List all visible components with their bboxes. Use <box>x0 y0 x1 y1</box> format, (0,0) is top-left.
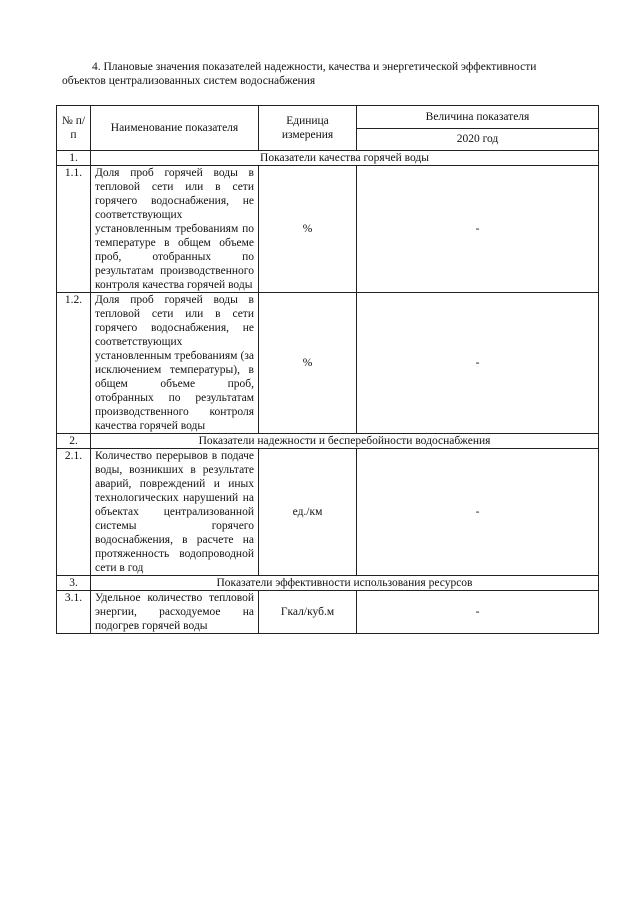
table-heading <box>62 60 602 88</box>
section-title: Показатели качества горячей воды <box>91 151 599 166</box>
row-value: - <box>357 449 599 576</box>
heading-line-1: 4. Плановые значения показателей надежности, качества и энергетической эффективности <box>92 61 537 73</box>
header-year: 2020 год <box>357 128 599 151</box>
section-num: 3. <box>57 576 91 591</box>
table-row <box>57 591 599 634</box>
row-value: - <box>357 591 599 634</box>
row-name: Количество перерывов в подаче воды, возникших в результате аварий, повреждений и иных технологических нарушений на объектах централизованной системы горячего водоснабжения, в расчете на протяженность водопроводной сети в год <box>91 449 259 576</box>
row-unit: % <box>259 293 357 434</box>
table-row <box>57 449 599 576</box>
header-name: Наименование показателя <box>91 106 259 151</box>
section-num: 2. <box>57 434 91 449</box>
row-num: 1.2. <box>57 293 91 434</box>
section-num: 1. <box>57 151 91 166</box>
header-num: № п/п <box>57 106 91 151</box>
header-value-group: Величина показателя <box>357 106 599 129</box>
row-num: 2.1. <box>57 449 91 576</box>
table-row <box>57 166 599 293</box>
row-unit: ед./км <box>259 449 357 576</box>
row-num: 3.1. <box>57 591 91 634</box>
indicators-table <box>56 105 599 634</box>
row-value: - <box>357 293 599 434</box>
row-value: - <box>357 166 599 293</box>
row-name: Удельное количество тепловой энергии, расходуемое на подогрев горячей воды <box>91 591 259 634</box>
section-row <box>57 576 599 591</box>
header-unit: Единица измерения <box>259 106 357 151</box>
section-row <box>57 151 599 166</box>
table-row <box>57 293 599 434</box>
section-row <box>57 434 599 449</box>
row-name: Доля проб горячей воды в тепловой сети или в сети горячего водоснабжения, не соответствующих установленным требованиям по температуре в общем объеме проб, отобранных по результатам производственного контроля качества горячей воды <box>91 166 259 293</box>
heading-line-2: объектов централизованных систем водоснабжения <box>62 75 316 87</box>
row-num: 1.1. <box>57 166 91 293</box>
row-name: Доля проб горячей воды в тепловой сети или в сети горячего водоснабжения, не соответствующих установленным требованиям (за исключением температуры), в общем объеме проб, отобранных по результатам производственного контроля качества горячей воды <box>91 293 259 434</box>
row-unit: % <box>259 166 357 293</box>
section-title: Показатели эффективности использования ресурсов <box>91 576 599 591</box>
section-title: Показатели надежности и бесперебойности водоснабжения <box>91 434 599 449</box>
row-unit: Гкал/куб.м <box>259 591 357 634</box>
